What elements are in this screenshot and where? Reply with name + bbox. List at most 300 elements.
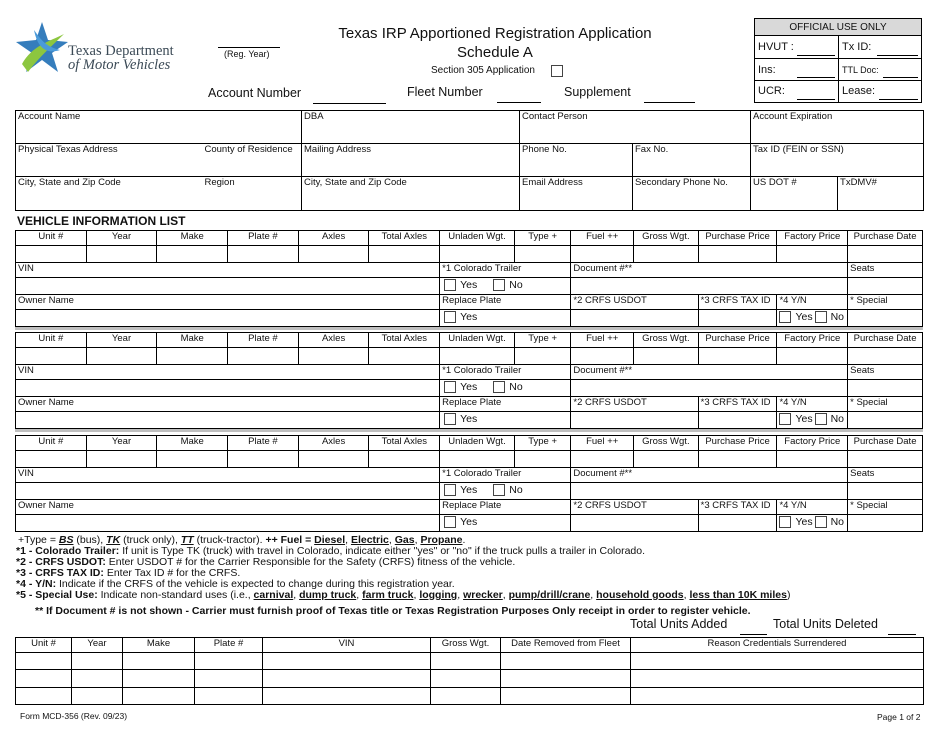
total-units-deleted-label: Total Units Deleted	[773, 617, 878, 631]
supplement-field[interactable]	[644, 102, 695, 103]
document-field[interactable]	[571, 380, 848, 397]
yn-options	[777, 515, 848, 532]
removed-cell[interactable]	[501, 688, 631, 705]
special-use-item: dump truck	[299, 589, 357, 601]
fuel-electric: Electric	[350, 534, 389, 546]
colorado-no-label: No	[509, 484, 523, 496]
section305-label: Section 305 Application	[431, 65, 535, 76]
vehicle-col-header: Purchase Price	[698, 231, 777, 246]
vehicle-cell[interactable]	[228, 246, 299, 263]
logo-text-line1: Texas Department	[68, 43, 174, 59]
vehicle-col-header: Plate #	[228, 231, 299, 246]
yn-options	[777, 412, 848, 429]
type-tk: TK	[106, 534, 121, 546]
removed-col-header: Unit #	[16, 638, 72, 653]
total-units-deleted-field[interactable]	[888, 634, 916, 635]
seats-label-cell: Seats	[848, 365, 923, 380]
removed-cell[interactable]	[501, 653, 631, 670]
vehicle-cell[interactable]	[440, 246, 515, 263]
crfs-tax-field[interactable]	[698, 515, 777, 532]
email-label: Email Address	[522, 177, 583, 188]
yn-no-label: No	[830, 516, 845, 528]
vehicle-cell[interactable]	[571, 348, 634, 365]
city2-label: City, State and Zip Code	[304, 177, 407, 188]
crfs-tax-label-cell: *3 CRFS TAX ID	[698, 397, 777, 412]
yn-options	[777, 310, 848, 327]
vehicle-cell[interactable]	[571, 451, 634, 468]
yn-label-cell: *4 Y/N	[777, 500, 848, 515]
region-field[interactable]	[203, 177, 302, 211]
special-use-item: pump/drill/crane	[508, 589, 591, 601]
document-field[interactable]	[571, 483, 848, 500]
note-3-text: Enter Tax ID # for the CRFS.	[103, 567, 241, 579]
usdot-field[interactable]	[751, 177, 838, 211]
vehicle-col-header: Make	[157, 333, 228, 348]
official-use-title: OFFICIAL USE ONLY	[755, 19, 921, 36]
vehicle-col-header: Make	[157, 436, 228, 451]
vehicle-col-header: Make	[157, 231, 228, 246]
vehicle-col-header: Purchase Price	[698, 333, 777, 348]
removed-cell[interactable]	[16, 688, 72, 705]
yn-no-checkbox[interactable]	[815, 413, 827, 425]
vehicle-cell[interactable]	[157, 246, 228, 263]
vehicle-cell[interactable]	[777, 348, 848, 365]
account-expiration-field[interactable]	[751, 111, 924, 144]
crfs-usdot-field[interactable]	[571, 412, 698, 429]
account-number-label: Account Number	[208, 86, 302, 100]
account-name-field[interactable]	[16, 111, 302, 144]
vin-field[interactable]	[16, 278, 440, 295]
fleet-number-field[interactable]	[497, 102, 541, 103]
total-units-added-field[interactable]	[740, 634, 767, 635]
type-bs: BS	[58, 534, 74, 546]
colorado-label-cell: *1 Colorado Trailer	[440, 468, 571, 483]
vehicle-col-header: Fuel ++	[571, 436, 634, 451]
vehicle-cell[interactable]	[571, 246, 634, 263]
document-note: ** If Document # is not shown - Carrier must furnish proof of Texas title or Texas Registration Purposes Only receipt in order to register vehicle.	[35, 605, 751, 617]
account-number-field[interactable]	[313, 103, 386, 104]
vehicle-col-header: Year	[86, 333, 157, 348]
vehicle-cell[interactable]	[16, 246, 87, 263]
vehicle-cell[interactable]	[634, 348, 699, 365]
mailing-address-field[interactable]	[302, 144, 520, 177]
note-1-text: If unit is Type TK (truck) with travel in Colorado, indicate either "yes" or "no" if the truck pulls a trailer in Colorado.	[119, 545, 646, 557]
owner-label-cell: Owner Name	[16, 397, 440, 412]
vehicle-col-header: Purchase Date	[848, 436, 923, 451]
owner-field[interactable]	[16, 310, 440, 327]
fax-label: Fax No.	[635, 144, 669, 155]
replace-plate-yes-checkbox[interactable]	[444, 311, 456, 323]
contact-person-field[interactable]	[520, 111, 751, 144]
special-label-cell: * Special	[848, 500, 923, 515]
yn-yes-label: Yes	[795, 311, 813, 323]
replace-plate-label-cell: Replace Plate	[440, 397, 571, 412]
colorado-yes-checkbox[interactable]	[444, 381, 456, 393]
colorado-no-checkbox[interactable]	[493, 381, 505, 393]
vehicle-col-header: Type +	[514, 333, 571, 348]
yn-yes-checkbox[interactable]	[779, 413, 791, 425]
vehicle-cell[interactable]	[369, 348, 440, 365]
replace-plate-yes-label: Yes	[460, 413, 478, 425]
vehicle-cell[interactable]	[228, 451, 299, 468]
type-tt: TT	[180, 534, 194, 546]
vehicle-col-header: Unit #	[16, 333, 87, 348]
colorado-yes-label: Yes	[460, 381, 478, 393]
reg-year-label: (Reg. Year)	[224, 49, 270, 59]
vehicle-col-header: Plate #	[228, 436, 299, 451]
colorado-yes-label: Yes	[460, 484, 478, 496]
ttl-doc-label: TTL Doc:	[842, 65, 879, 75]
removed-cell[interactable]	[431, 653, 501, 670]
vehicle-col-header: Gross Wgt.	[634, 333, 699, 348]
fuel-gas: Gas	[394, 534, 415, 546]
special-use-item: less than 10K miles	[689, 589, 787, 601]
special-field[interactable]	[848, 310, 923, 327]
special-use-item: carnival	[253, 589, 294, 601]
form-subtitle: Schedule A	[457, 44, 533, 61]
vehicle-cell[interactable]	[86, 451, 157, 468]
vehicle-cell[interactable]	[157, 451, 228, 468]
vin-label-cell: VIN	[16, 365, 440, 380]
vehicle-block-2	[15, 332, 923, 429]
yn-yes-checkbox[interactable]	[779, 311, 791, 323]
dba-label: DBA	[304, 111, 324, 122]
phone-field[interactable]	[520, 144, 633, 177]
vehicle-cell[interactable]	[157, 348, 228, 365]
special-label-cell: * Special	[848, 295, 923, 310]
vehicle-cell[interactable]	[848, 348, 923, 365]
removed-vehicles-table	[15, 637, 924, 705]
note-2-text: Enter USDOT # for the Carrier Responsible for the Safety (CRFS) fitness of the vehicle.	[105, 556, 516, 568]
crfs-usdot-field[interactable]	[571, 310, 698, 327]
owner-label-cell: Owner Name	[16, 295, 440, 310]
notes	[16, 535, 926, 601]
tx-id-field[interactable]	[877, 55, 918, 56]
removed-col-header: Plate #	[195, 638, 263, 653]
seats-label-cell: Seats	[848, 468, 923, 483]
removed-cell[interactable]	[631, 653, 924, 670]
crfs-tax-field[interactable]	[698, 412, 777, 429]
replace-plate-yes-label: Yes	[460, 311, 478, 323]
removed-cell[interactable]	[72, 670, 123, 688]
vehicle-cell[interactable]	[698, 348, 777, 365]
crfs-tax-label-cell: *3 CRFS TAX ID	[698, 295, 777, 310]
vehicle-col-header: Purchase Date	[848, 333, 923, 348]
vehicle-cell[interactable]	[848, 246, 923, 263]
vehicle-cell[interactable]	[698, 451, 777, 468]
colorado-label-cell: *1 Colorado Trailer	[440, 365, 571, 380]
yn-yes-label: Yes	[795, 413, 813, 425]
dba-field[interactable]	[302, 111, 520, 144]
official-use-box	[754, 18, 922, 103]
document-field[interactable]	[571, 278, 848, 295]
city1-field[interactable]	[16, 177, 203, 211]
replace-plate-label-cell: Replace Plate	[440, 295, 571, 310]
removed-cell[interactable]	[123, 688, 195, 705]
vehicle-cell[interactable]	[16, 451, 87, 468]
note-4-text: Indicate if the CRFS of the vehicle is expected to change during this registration year.	[56, 578, 455, 590]
ucr-field[interactable]	[797, 99, 835, 100]
total-units-added-label: Total Units Added	[630, 617, 728, 631]
vehicle-cell[interactable]	[228, 348, 299, 365]
fuel-prefix: ++ Fuel =	[265, 534, 315, 546]
vehicle-cell[interactable]	[298, 451, 369, 468]
replace-plate-yes-label: Yes	[460, 516, 478, 528]
note-4-label: *4 - Y/N:	[16, 578, 57, 590]
vehicle-cell[interactable]	[298, 246, 369, 263]
vehicle-col-header: Fuel ++	[571, 333, 634, 348]
vin-field[interactable]	[16, 483, 440, 500]
document-label-cell: Document #**	[571, 468, 848, 483]
fleet-number-label: Fleet Number	[407, 85, 483, 99]
replace-plate-yes-checkbox[interactable]	[444, 516, 456, 528]
vehicle-cell[interactable]	[298, 348, 369, 365]
mailing-address-label: Mailing Address	[304, 144, 372, 155]
secondary-phone-label: Secondary Phone No.	[635, 177, 728, 188]
removed-cell[interactable]	[72, 653, 123, 670]
txdmv-label: TxDMV#	[840, 177, 877, 188]
colorado-yes-checkbox[interactable]	[444, 484, 456, 496]
special-use-item: wrecker	[463, 589, 503, 601]
note-5-label: *5 - Special Use:	[16, 589, 98, 601]
removed-cell[interactable]	[263, 670, 431, 688]
tax-id-field[interactable]	[751, 144, 924, 177]
fuel-diesel: Diesel	[314, 534, 346, 546]
vehicle-cell[interactable]	[514, 246, 571, 263]
crfs-usdot-label-cell: *2 CRFS USDOT	[571, 295, 698, 310]
removed-cell[interactable]	[123, 670, 195, 688]
replace-plate-yes-checkbox[interactable]	[444, 413, 456, 425]
county-field[interactable]	[203, 144, 302, 177]
note-3-label: *3 - CRFS TAX ID:	[16, 567, 104, 579]
vehicle-cell[interactable]	[86, 348, 157, 365]
colorado-trailer-options	[440, 278, 571, 295]
star-logo-icon	[14, 20, 74, 76]
removed-cell[interactable]	[263, 688, 431, 705]
colorado-no-checkbox[interactable]	[493, 484, 505, 496]
special-field[interactable]	[848, 515, 923, 532]
vehicle-cell[interactable]	[514, 451, 571, 468]
yn-no-label: No	[830, 311, 845, 323]
colorado-yes-label: Yes	[460, 279, 478, 291]
type-tk-desc: (truck only),	[120, 534, 181, 546]
supplement-label: Supplement	[564, 85, 631, 99]
vehicle-list-title: VEHICLE INFORMATION LIST	[17, 214, 186, 228]
vehicle-cell[interactable]	[634, 451, 699, 468]
replace-plate-options	[440, 515, 571, 532]
vehicle-col-header: Unladen Wgt.	[440, 231, 515, 246]
seats-field[interactable]	[848, 278, 923, 295]
seats-label-cell: Seats	[848, 263, 923, 278]
vehicle-cell[interactable]	[698, 246, 777, 263]
crfs-usdot-field[interactable]	[571, 515, 698, 532]
removed-cell[interactable]	[16, 653, 72, 670]
vehicle-col-header: Unladen Wgt.	[440, 333, 515, 348]
removed-col-header: Reason Credentials Surrendered	[631, 638, 924, 653]
vehicle-col-header: Factory Price	[777, 436, 848, 451]
vehicle-col-header: Axles	[298, 436, 369, 451]
removed-cell[interactable]	[195, 653, 263, 670]
page-number: Page 1 of 2	[877, 712, 921, 722]
tx-id-label: Tx ID:	[842, 41, 872, 53]
vehicle-cell[interactable]	[777, 246, 848, 263]
removed-cell[interactable]	[631, 670, 924, 688]
vehicle-col-header: Unit #	[16, 436, 87, 451]
ins-label: Ins:	[758, 64, 776, 76]
type-tt-desc: (truck-tractor).	[193, 534, 266, 546]
vehicle-col-header: Factory Price	[777, 333, 848, 348]
vehicle-cell[interactable]	[86, 246, 157, 263]
colorado-no-label: No	[509, 381, 523, 393]
special-use-item: logging	[419, 589, 458, 601]
yn-yes-label: Yes	[795, 516, 813, 528]
lease-label: Lease:	[842, 85, 876, 97]
ins-field[interactable]	[797, 77, 835, 78]
removed-col-header: Gross Wgt.	[431, 638, 501, 653]
physical-address-label: Physical Texas Address	[18, 144, 118, 155]
region-label: Region	[204, 177, 235, 188]
removed-cell[interactable]	[263, 653, 431, 670]
crfs-usdot-label-cell: *2 CRFS USDOT	[571, 397, 698, 412]
removed-col-header: Make	[123, 638, 195, 653]
ttl-doc-field[interactable]	[883, 77, 918, 78]
colorado-yes-checkbox[interactable]	[444, 279, 456, 291]
yn-no-label: No	[830, 413, 845, 425]
fuel-propane: Propane	[420, 534, 463, 546]
colorado-no-checkbox[interactable]	[493, 279, 505, 291]
physical-address-field[interactable]	[16, 144, 203, 177]
county-label: County of Residence	[204, 144, 293, 155]
removed-cell[interactable]	[431, 670, 501, 688]
vehicle-col-header: Purchase Date	[848, 231, 923, 246]
removed-cell[interactable]	[631, 688, 924, 705]
vehicle-block-separator	[15, 429, 923, 432]
form-title: Texas IRP Apportioned Registration Application	[338, 25, 652, 42]
phone-label: Phone No.	[522, 144, 567, 155]
vehicle-col-header: Axles	[298, 333, 369, 348]
removed-cell[interactable]	[16, 670, 72, 688]
ucr-label: UCR:	[758, 85, 785, 97]
vehicle-col-header: Total Axles	[369, 436, 440, 451]
form-number: Form MCD-356 (Rev. 09/23)	[20, 711, 128, 721]
removed-cell[interactable]	[431, 688, 501, 705]
removed-cell[interactable]	[501, 670, 631, 688]
replace-plate-label-cell: Replace Plate	[440, 500, 571, 515]
owner-label-cell: Owner Name	[16, 500, 440, 515]
hvut-label: HVUT :	[758, 41, 794, 53]
seats-field[interactable]	[848, 380, 923, 397]
vehicle-col-header: Unladen Wgt.	[440, 436, 515, 451]
tax-id-label: Tax ID (FEIN or SSN)	[753, 144, 844, 155]
vehicle-block-1	[15, 230, 923, 327]
seats-field[interactable]	[848, 483, 923, 500]
type-prefix: +Type =	[18, 534, 59, 546]
vin-label-cell: VIN	[16, 468, 440, 483]
lease-field[interactable]	[879, 99, 918, 100]
city2-field[interactable]	[302, 177, 520, 211]
account-name-label: Account Name	[18, 111, 81, 122]
vehicle-col-header: Factory Price	[777, 231, 848, 246]
usdot-label: US DOT #	[753, 177, 797, 188]
removed-col-header: VIN	[263, 638, 431, 653]
section305-checkbox[interactable]	[551, 65, 563, 77]
note-1-label: *1 - Colorado Trailer:	[16, 545, 120, 557]
note-5: *5 - Special Use: Indicate non-standard uses (i.e., carnival, dump truck, farm truck, logging, wrecker, pump/drill/crane, household goods, less than 10K miles)	[16, 589, 791, 601]
vehicle-cell[interactable]	[848, 451, 923, 468]
reg-year-field[interactable]	[218, 47, 280, 48]
yn-label-cell: *4 Y/N	[777, 295, 848, 310]
note-5-text: Indicate non-standard uses (i.e.,	[97, 589, 254, 601]
vehicle-col-header: Year	[86, 231, 157, 246]
owner-field[interactable]	[16, 412, 440, 429]
fax-field[interactable]	[633, 144, 751, 177]
special-use-item: farm truck	[362, 589, 414, 601]
special-use-item: household goods	[596, 589, 684, 601]
crfs-tax-field[interactable]	[698, 310, 777, 327]
document-label-cell: Document #**	[571, 365, 848, 380]
secondary-phone-field[interactable]	[633, 177, 751, 211]
type-bs-desc: (bus),	[73, 534, 107, 546]
yn-yes-checkbox[interactable]	[779, 516, 791, 528]
vehicle-col-header: Type +	[514, 231, 571, 246]
replace-plate-options	[440, 310, 571, 327]
removed-cell[interactable]	[123, 653, 195, 670]
vehicle-col-header: Plate #	[228, 333, 299, 348]
removed-col-header: Year	[72, 638, 123, 653]
vin-field[interactable]	[16, 380, 440, 397]
vehicle-cell[interactable]	[514, 348, 571, 365]
vehicle-cell[interactable]	[369, 451, 440, 468]
yn-label-cell: *4 Y/N	[777, 397, 848, 412]
email-field[interactable]	[520, 177, 633, 211]
vehicle-cell[interactable]	[440, 451, 515, 468]
vehicle-col-header: Type +	[514, 436, 571, 451]
colorado-trailer-options	[440, 483, 571, 500]
vin-label-cell: VIN	[16, 263, 440, 278]
removed-cell[interactable]	[72, 688, 123, 705]
vehicle-col-header: Purchase Price	[698, 436, 777, 451]
yn-no-checkbox[interactable]	[815, 516, 827, 528]
txdmv-field[interactable]	[838, 177, 924, 211]
vehicle-col-header: Unit #	[16, 231, 87, 246]
colorado-trailer-options	[440, 380, 571, 397]
yn-no-checkbox[interactable]	[815, 311, 827, 323]
removed-cell[interactable]	[195, 688, 263, 705]
vehicle-cell[interactable]	[440, 348, 515, 365]
vehicle-cell[interactable]	[777, 451, 848, 468]
vehicle-col-header: Fuel ++	[571, 231, 634, 246]
vehicle-col-header: Axles	[298, 231, 369, 246]
special-uses-list: carnival, dump truck, farm truck, logging, wrecker, pump/drill/crane, household goods, less than 10K miles	[253, 589, 787, 601]
colorado-label-cell: *1 Colorado Trailer	[440, 263, 571, 278]
vehicle-col-header: Gross Wgt.	[634, 231, 699, 246]
removed-cell[interactable]	[195, 670, 263, 688]
special-field[interactable]	[848, 412, 923, 429]
vehicle-block-separator	[15, 327, 923, 330]
vehicle-cell[interactable]	[16, 348, 87, 365]
owner-field[interactable]	[16, 515, 440, 532]
account-info-table	[15, 110, 924, 211]
hvut-field[interactable]	[797, 55, 835, 56]
vehicle-block-3	[15, 435, 923, 532]
vehicle-col-header: Gross Wgt.	[634, 436, 699, 451]
vehicle-cell[interactable]	[369, 246, 440, 263]
vehicle-cell[interactable]	[634, 246, 699, 263]
note-2-label: *2 - CRFS USDOT:	[16, 556, 106, 568]
vehicle-col-header: Total Axles	[369, 231, 440, 246]
account-expiration-label: Account Expiration	[753, 111, 833, 122]
replace-plate-options	[440, 412, 571, 429]
